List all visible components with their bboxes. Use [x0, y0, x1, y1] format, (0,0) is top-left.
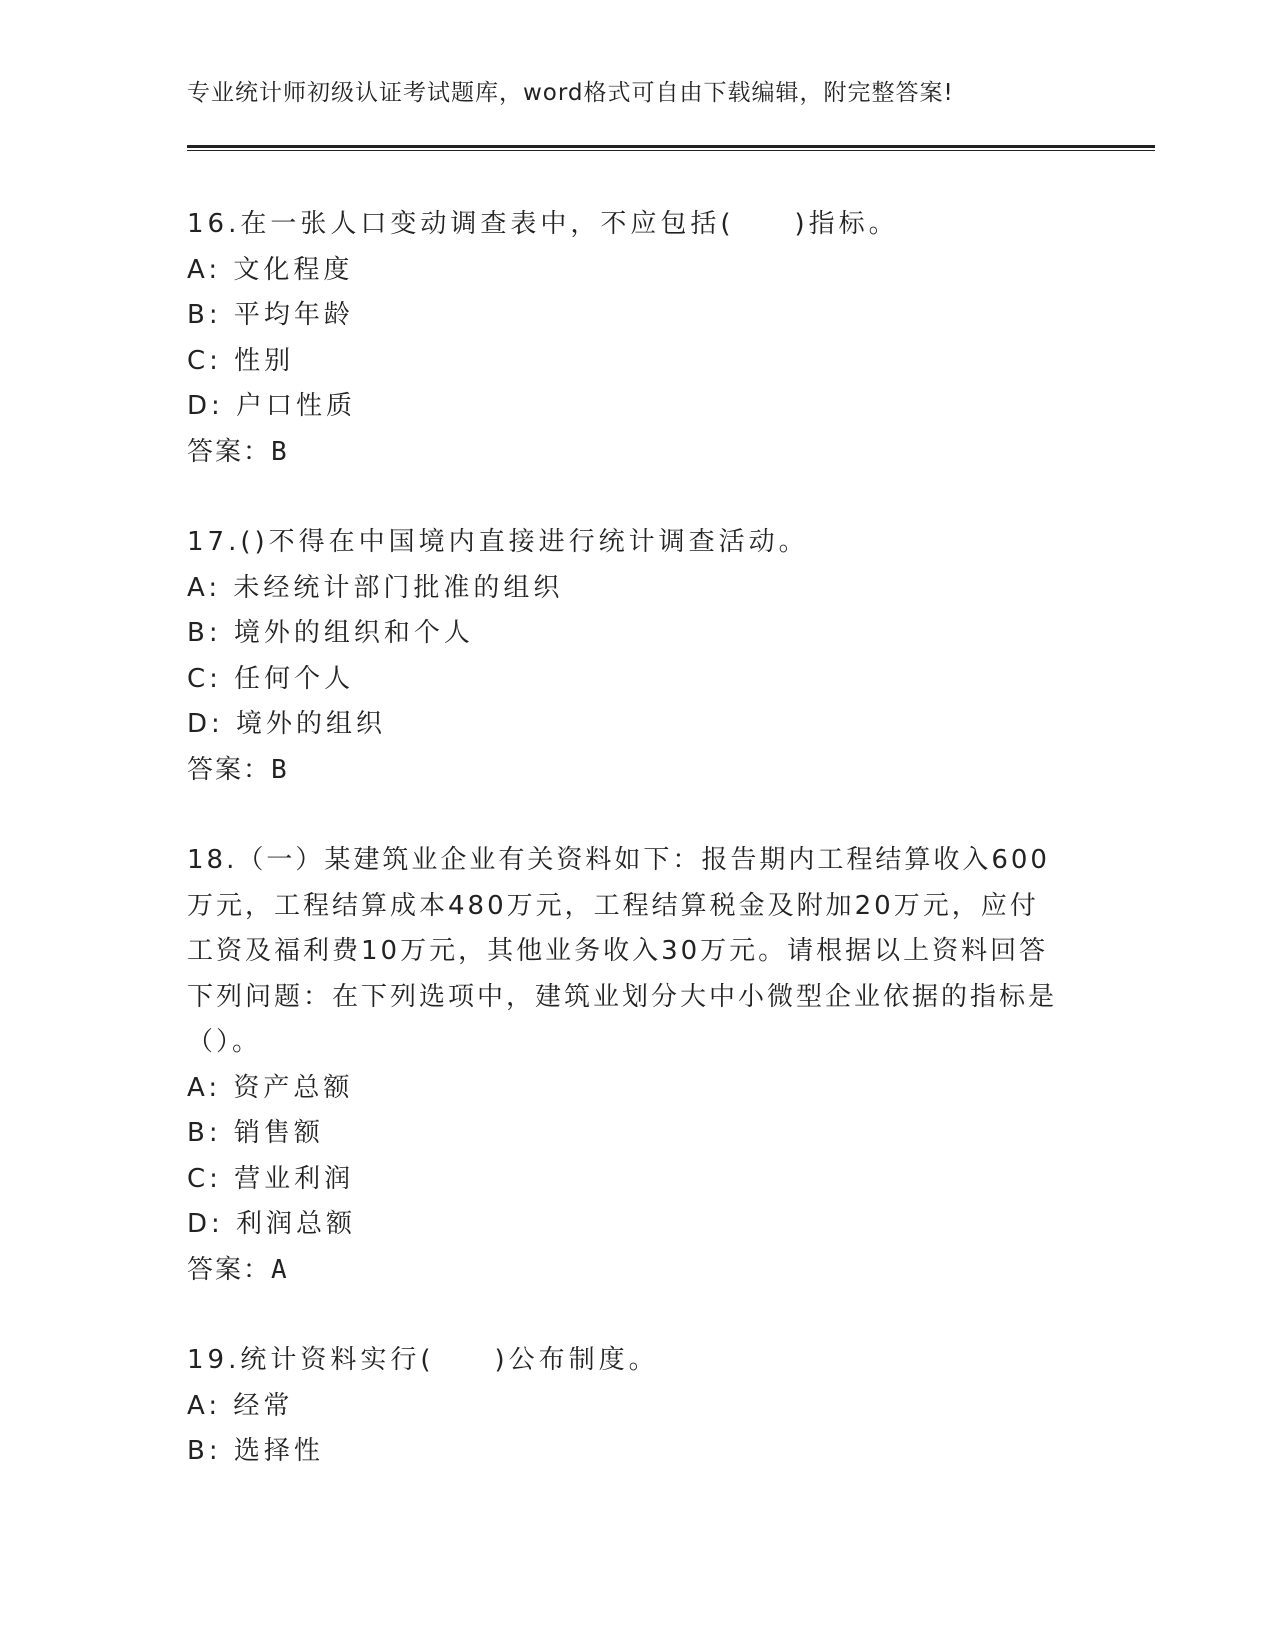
answer-label: 答案： — [187, 436, 272, 467]
option-b: B: 销售额 — [187, 1118, 324, 1148]
page-header: 专业统计师初级认证考试题库，word格式可自由下载编辑，附完整答案! — [187, 80, 954, 106]
option-a: A: 文化程度 — [187, 254, 354, 285]
option-b: B: 选择性 — [187, 1436, 324, 1466]
answer-value: B — [271, 436, 289, 467]
option-d: D: 境外的组织 — [187, 709, 387, 739]
question-text: 18.（一）某建筑业企业有关资料如下：报告期内工程结算收入600万元，工程结算成本480万元，工程结算税金及附加20万元，应付工资及福利费10万元，其他业务收入30万元。请根据以上资料回答下列问题：在下列选项中，建筑业划分大中小微型企业依据的指标是（）。 — [187, 845, 1058, 1057]
option-a: A: 经常 — [187, 1390, 294, 1421]
option-c: C: 任何个人 — [187, 663, 355, 694]
option-a: A: 未经统计部门批准的组织 — [187, 572, 564, 603]
question-19 — [187, 1338, 1067, 1475]
answer-line — [187, 430, 1067, 476]
option-d: D: 户口性质 — [187, 391, 357, 421]
answer-line — [187, 1248, 1067, 1294]
answer-label: 答案： — [187, 1254, 272, 1285]
option-a: A: 资产总额 — [187, 1072, 354, 1103]
question-text: 19.统计资料实行( )公布制度。 — [187, 1345, 659, 1375]
answer-value: B — [271, 754, 289, 785]
question-18 — [187, 838, 1067, 1293]
question-list — [187, 202, 1067, 1520]
question-17 — [187, 520, 1067, 793]
option-b: B: 境外的组织和个人 — [187, 618, 474, 648]
option-b: B: 平均年龄 — [187, 300, 354, 330]
question-16 — [187, 202, 1067, 475]
option-d: D: 利润总额 — [187, 1209, 357, 1239]
header-rule-thin — [187, 150, 1155, 151]
answer-value: A — [271, 1254, 289, 1285]
answer-line — [187, 748, 1067, 794]
answer-label: 答案： — [187, 754, 272, 785]
question-text: 17.()不得在中国境内直接进行统计调查活动。 — [187, 527, 809, 557]
option-c: C: 营业利润 — [187, 1163, 355, 1194]
header-rule-thick — [187, 145, 1155, 148]
question-text: 16.在一张人口变动调查表中，不应包括( )指标。 — [187, 209, 899, 239]
option-c: C: 性别 — [187, 345, 295, 376]
